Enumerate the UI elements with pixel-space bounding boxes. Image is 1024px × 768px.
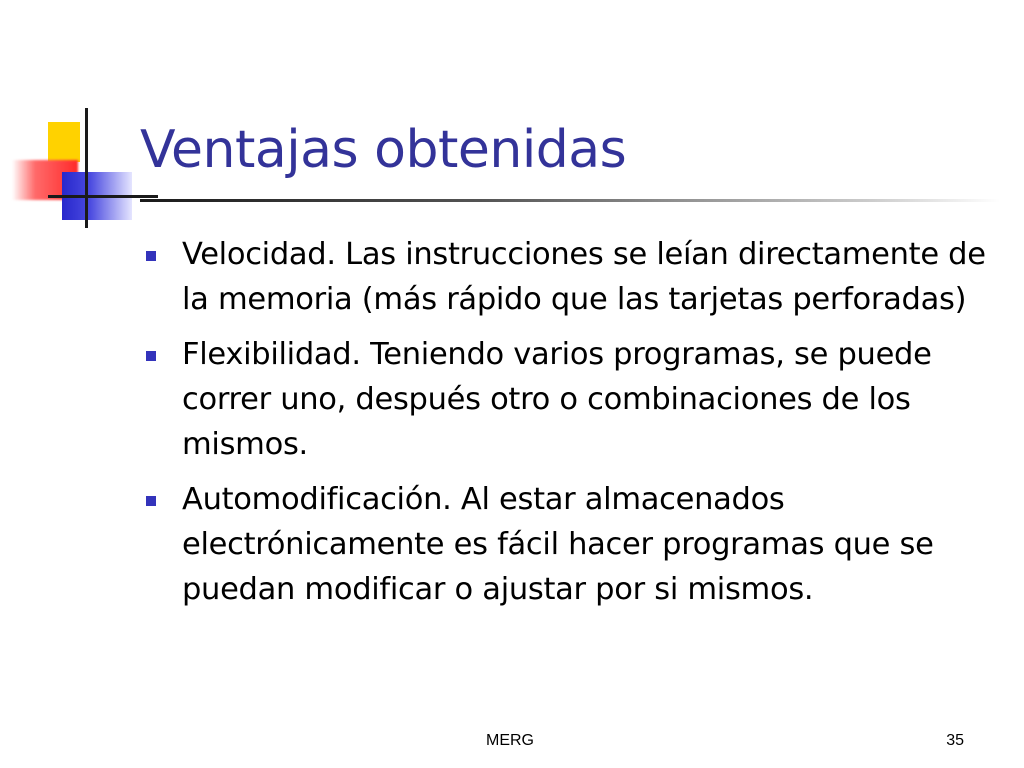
bullet-text: Automodificación. Al estar almacenados electrónicamente es fácil hacer programas que se puedan modificar o ajustar por si mismos. <box>182 482 934 607</box>
title-underline <box>140 199 1000 202</box>
square-bullet-icon <box>146 496 156 506</box>
horizontal-line <box>48 195 158 198</box>
bullet-item <box>140 477 1000 612</box>
bullet-list <box>140 232 1000 622</box>
bullet-text: Flexibilidad. Teniendo varios programas, se puede correr uno, después otro o combinaciones de los mismos. <box>182 337 932 462</box>
vertical-line <box>85 108 88 228</box>
slide-title: Ventajas obtenidas <box>140 120 627 180</box>
square-bullet-icon <box>146 251 156 261</box>
bullet-item <box>140 332 1000 467</box>
slide-decoration-logo <box>0 100 150 240</box>
yellow-square <box>48 122 80 162</box>
bullet-text: Velocidad. Las instrucciones se leían directamente de la memoria (más rápido que las tarjetas perforadas) <box>182 237 986 317</box>
page-number: 35 <box>946 732 964 749</box>
bullet-item <box>140 232 1000 322</box>
square-bullet-icon <box>146 351 156 361</box>
footer-text: MERG <box>486 732 534 749</box>
